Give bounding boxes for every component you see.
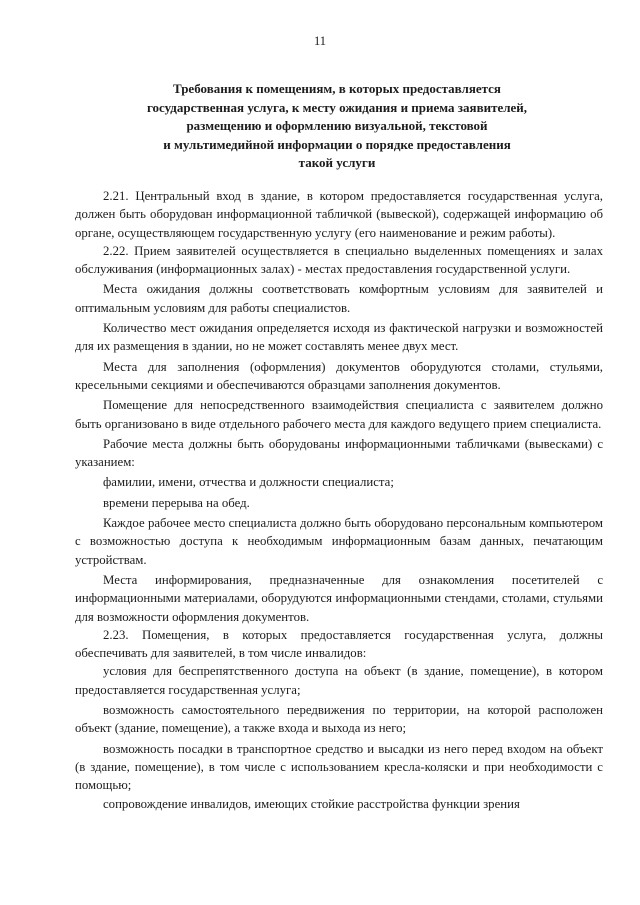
paragraph: Количество мест ожидания определяется исходя из фактической нагрузки и возможностей для их размещения в здании, но не может составлять менее двух мест.: [75, 321, 603, 354]
paragraph: Рабочие места должны быть оборудованы информационными табличками (вывесками) с указанием:: [75, 436, 603, 470]
title-line: и мультимедийной информации о порядке предоставления: [163, 136, 511, 152]
list-item: сопровождение инвалидов, имеющих стойкие расстройства функции зрения: [103, 796, 520, 811]
list-item: времени перерыва на обед.: [103, 495, 250, 510]
paragraph: Места информирования, предназначенные для ознакомления посетителей с информационными материалами, оборудуются информационными стендами, столами, стульями для возможности оформления документов.: [75, 572, 603, 624]
list-item: фамилии, имени, отчества и должности специалиста;: [103, 475, 394, 490]
paragraph: Каждое рабочее место специалиста должно быть оборудовано персональным компьютером с возможностью доступа к необходимым информационным базам данных, печатающим устройствам.: [75, 516, 603, 567]
title-line: государственная услуга, к месту ожидания и приема заявителей,: [146, 99, 528, 115]
title-line: Требования к помещениям, в которых предоставляется: [173, 81, 501, 96]
title-line: размещению и оформлению визуальной, текстовой: [186, 118, 488, 133]
list-item: возможность самостоятельного передвижения по территории, на которой расположен объект (здание, помещение), а также входа и выхода из него;: [75, 703, 603, 736]
page-number: 11: [313, 34, 327, 48]
paragraph: Помещение для непосредственного взаимодействия специалиста с заявителем должно быть организовано в виде отдельного рабочего места для каждого ведущего прием специалиста.: [75, 398, 603, 431]
title-line: такой услуги: [298, 155, 376, 170]
list-item: условия для беспрепятственного доступа на объект (в здание, помещение), в котором предоставляется государственная услуга;: [75, 664, 603, 697]
section-title: [72, 80, 602, 173]
paragraph-2-22: 2.22. Прием заявителей осуществляется в специально выделенных помещениях и залах обслуживания (информационных залах) - местах предоставления государственной услуги.: [75, 243, 603, 277]
paragraph-2-21: 2.21. Центральный вход в здание, в котором предоставляется государственная услуга, должен быть оборудован информационной табличкой (вывеской), содержащей информацию об органе, осуществляющем государственную услугу (его наименование и режим работы).: [75, 189, 603, 240]
paragraph: Места ожидания должны соответствовать комфортным условиям для заявителей и оптимальным условиям для работы специалистов.: [75, 282, 603, 315]
document-body: [75, 187, 603, 813]
paragraph: Места для заполнения (оформления) документов оборудуются столами, стульями, кресельными секциями и обеспечиваются образцами заполнения документов.: [75, 359, 603, 392]
list-item: возможность посадки в транспортное средство и высадки из него перед входом на объект (в здание, помещение), в том числе с использованием кресла-коляски и при необходимости с помощью;: [75, 741, 603, 793]
paragraph-2-23: 2.23. Помещения, в которых предоставляется государственная услуга, должны обеспечивать для заявителей, в том числе инвалидов:: [75, 627, 603, 661]
